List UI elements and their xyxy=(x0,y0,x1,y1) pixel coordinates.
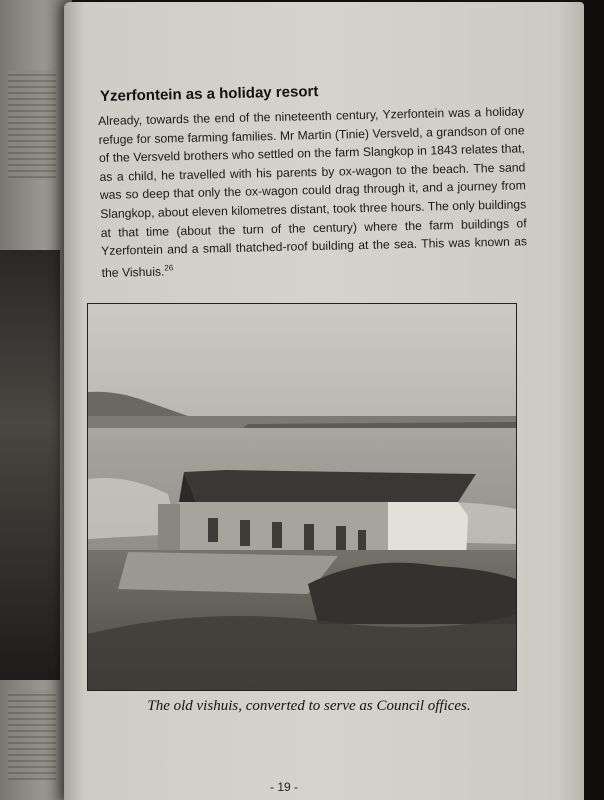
photo-caption: The old vishuis, converted to serve as Council offices. xyxy=(147,698,471,714)
page-number: - 19 - xyxy=(269,780,298,794)
vishuis-photo xyxy=(87,303,517,691)
footnote-reference: 26 xyxy=(164,263,174,273)
book-page xyxy=(64,2,584,800)
body-paragraph xyxy=(98,102,528,282)
section-heading: Yzerfontein as a holiday resort xyxy=(99,83,319,105)
facing-page-text xyxy=(8,70,56,180)
background xyxy=(584,0,604,800)
facing-page-photo xyxy=(0,250,60,680)
paragraph-text: Already, towards the end of the nineteenth century, Yzerfontein was a holiday refuge for some farming families. Mr Martin (Tinie) Versveld, a grandson of one of the Versveld brothers who settled on the farm Slangkop in 1843 relates that, as a child, he travelled with his parents by ox-wagon to the beach. The sand was so deep that only the ox-wagon could drag through it, and a journey from Slangkop, about eleven kilometres distant, took three hours. The only buildings at that time (about the turn of the century) where the farm buildings of Yzerfontein and a small thatched-roof building at the sea. This was known as the Vishuis. xyxy=(98,104,528,280)
facing-page-text xyxy=(8,690,56,780)
facing-page xyxy=(0,0,72,800)
